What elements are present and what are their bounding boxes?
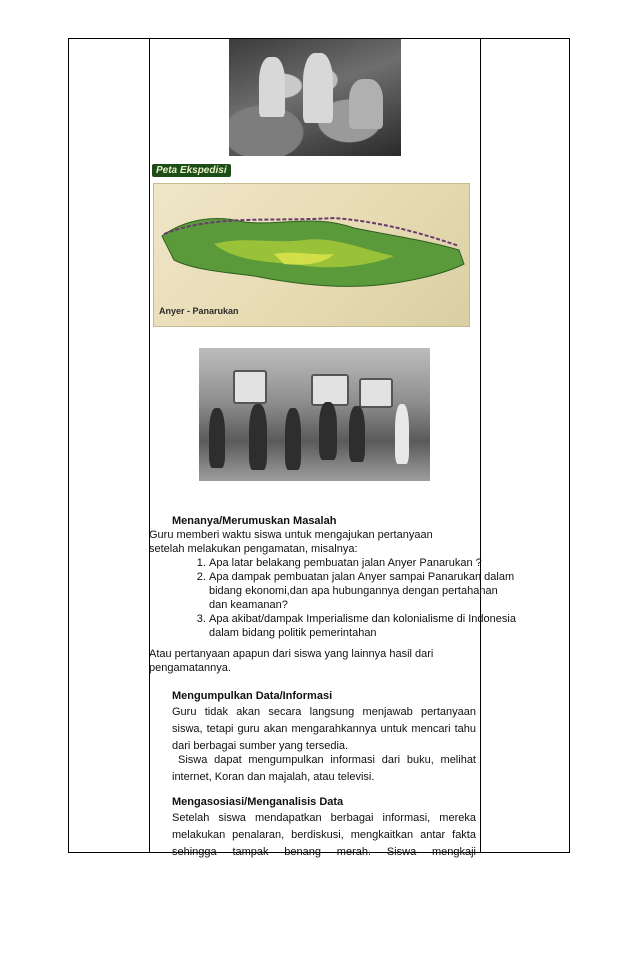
question-list bbox=[173, 556, 519, 640]
intro-line-2: setelah melakukan pengamatan, misalnya: bbox=[149, 543, 358, 555]
collect-paragraph-1: Guru tidak akan secara langsung menjawab pertanyaan siswa, tetapi guru akan mengarahkannya untuk mencari tahu dari berbagai sumber yang tersedia. bbox=[172, 706, 476, 752]
collect-paragraph-2: Siswa dapat mengumpulkan informasi dari buku, melihat internet, Koran dan majalah, atau televisi. bbox=[172, 754, 476, 783]
map-caption: Anyer - Panarukan bbox=[159, 306, 239, 316]
intro-line-1: Guru memberi waktu siswa untuk mengajukan pertanyaan bbox=[149, 529, 433, 541]
section-heading-mengumpulkan: Mengumpulkan Data/Informasi bbox=[172, 690, 333, 702]
question-item: 3. Apa akibat/dampak Imperialisme dan kolonialisme di Indonesia dalam bidang politik pemerintahan bbox=[209, 612, 519, 640]
question-item: 2. Apa dampak pembuatan jalan Anyer sampai Panarukan dalam bidang ekonomi,dan apa hubungannya dengan pertahanan dan keamanan? bbox=[209, 570, 519, 612]
outro-line-1: Atau pertanyaan apapun dari siswa yang lainnya hasil dari bbox=[149, 648, 434, 660]
java-expedition-map bbox=[153, 183, 470, 327]
workers-photo bbox=[229, 39, 401, 156]
map-title: Peta Ekspedisi bbox=[152, 164, 231, 177]
section-heading-mengasosiasi: Mengasosiasi/Menganalisis Data bbox=[172, 796, 344, 808]
porters-photo bbox=[199, 348, 430, 481]
column-divider-right bbox=[480, 39, 481, 852]
outro-line-2: pengamatannya. bbox=[149, 662, 231, 674]
section-heading-menanya: Menanya/Merumuskan Masalah bbox=[172, 515, 337, 527]
question-item: 1. Apa latar belakang pembuatan jalan Anyer Panarukan ? bbox=[209, 556, 519, 570]
analysis-paragraph: Setelah siswa mendapatkan berbagai informasi, mereka melakukan penalaran, berdiskusi, mengkaitkan antar fakta sehingga tampak benang merah. Siswa mengkaji bbox=[172, 812, 476, 858]
column-divider-left bbox=[149, 39, 150, 852]
